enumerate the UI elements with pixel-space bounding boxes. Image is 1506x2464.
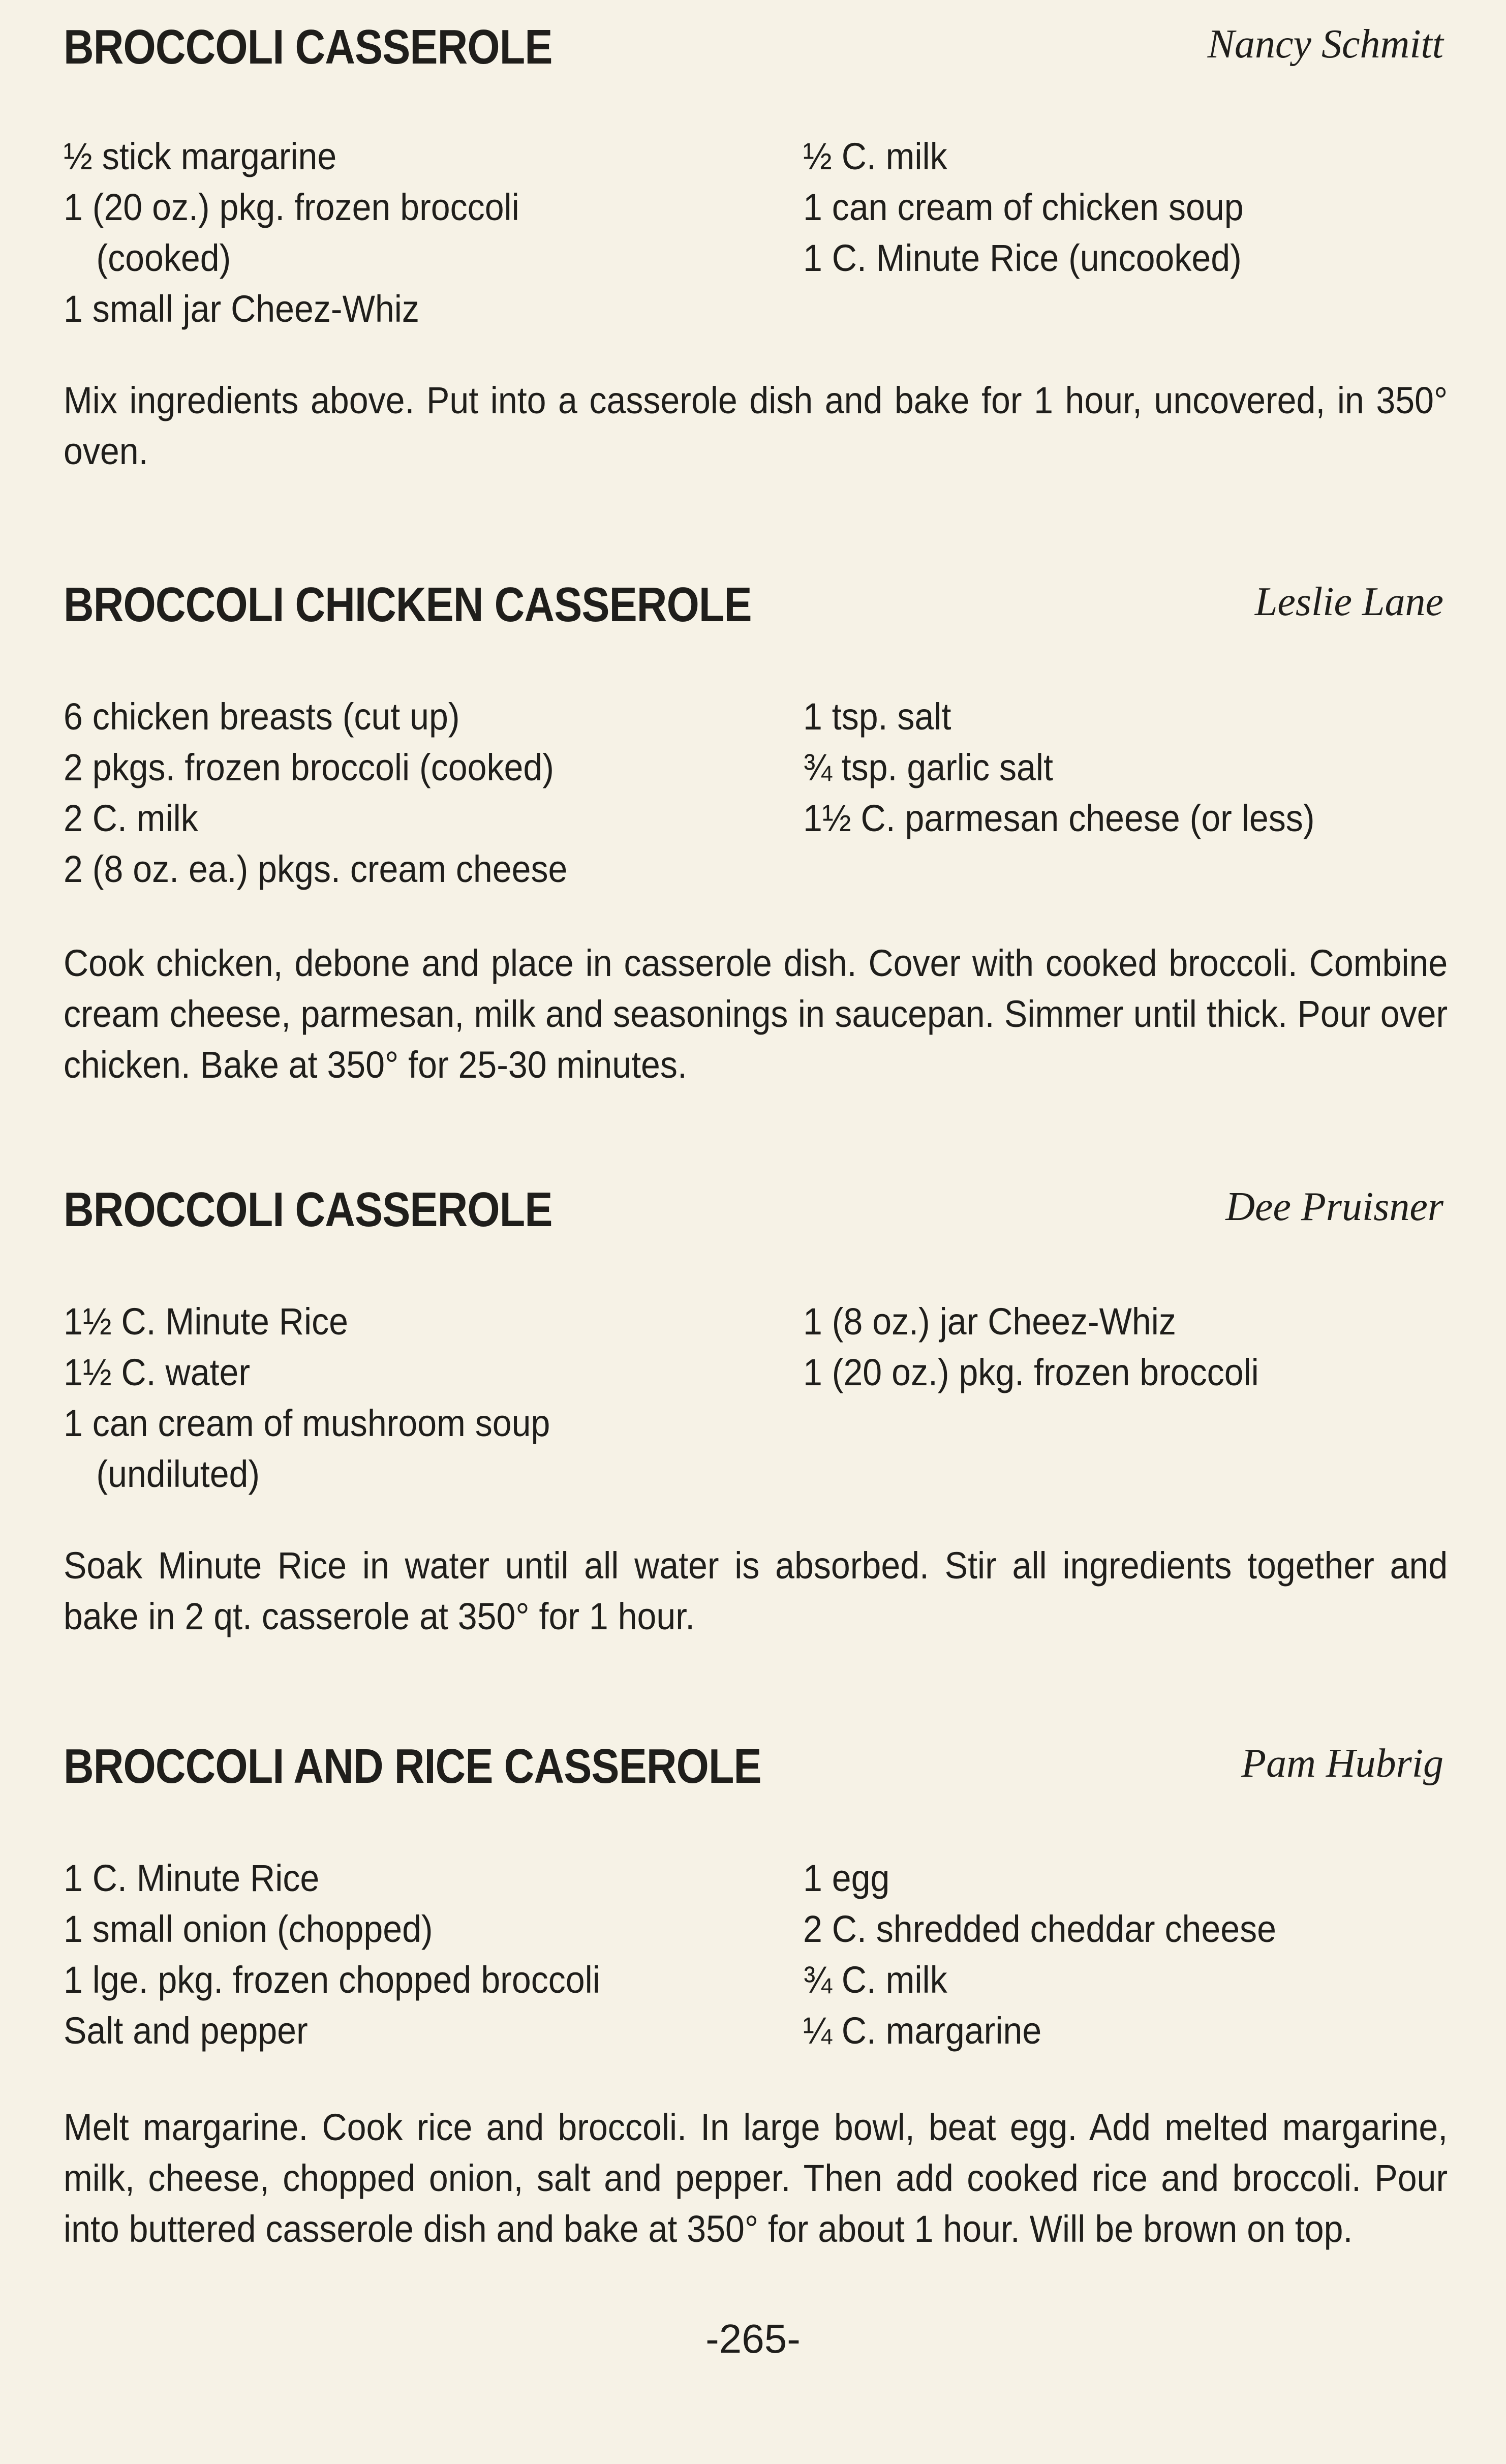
recipe-header [64,577,1443,633]
ingredient: ½ stick margarine [64,135,337,177]
ingredient: Salt and pepper [64,2010,308,2052]
ingredient: 1½ C. water [64,1351,251,1393]
ingredient: ¼ C. margarine [803,2010,1042,2052]
recipe-author: Dee Pruisner [1225,1184,1443,1229]
ingredient: ¾ C. milk [803,1959,947,2001]
ingredient: 1 can cream of chicken soup [803,186,1244,228]
recipe-title: BROCCOLI CASSEROLE [64,20,552,74]
recipe-title: BROCCOLI CHICKEN CASSEROLE [64,577,752,632]
ingredient: (undiluted) [96,1453,260,1495]
recipe-author: Leslie Lane [1254,580,1443,624]
ingredient: 2 C. shredded cheddar cheese [803,1908,1277,1950]
ingredient: 2 (8 oz. ea.) pkgs. cream cheese [64,848,568,890]
ingredients-right-column [803,131,1392,334]
recipe-title: BROCCOLI AND RICE CASSEROLE [64,1739,761,1793]
ingredients-left-column [64,1853,744,2056]
recipe-author: Pam Hubrig [1241,1741,1443,1786]
recipe-directions: Mix ingredients above. Put into a casserole dish and bake for 1 hour, uncovered, in 350° oven. [64,379,1448,472]
ingredient: 1 small jar Cheez-Whiz [64,288,419,330]
ingredient: 1 (20 oz.) pkg. frozen broccoli [803,1351,1259,1393]
ingredients-right-column [803,691,1392,895]
recipe-directions: Cook chicken, debone and place in casserole dish. Cover with cooked broccoli. Combine cream cheese, parmesan, milk and seasonings in saucepan. Simmer until thick. Pour over chicken. Bake at 350° for 25-30 minutes. [64,942,1448,1086]
recipe-broccoli-chicken-casserole [64,577,1448,1090]
ingredient: 6 chicken breasts (cut up) [64,695,460,738]
recipe-broccoli-casserole-schmitt [64,19,1448,477]
ingredient: 1 small onion (chopped) [64,1908,433,1950]
ingredient: (cooked) [96,237,231,279]
recipe-directions: Melt margarine. Cook rice and broccoli. In large bowl, beat egg. Add melted margarine, milk, cheese, chopped onion, salt and pepper. Then add cooked rice and broccoli. Pour into buttered casserole dish and bake at 350° for about 1 hour. Will be brown on top. [64,2106,1448,2250]
recipe-directions: Soak Minute Rice in water until all water is absorbed. Stir all ingredients together and bake in 2 qt. casserole at 350° for 1 hour. [64,1544,1448,1637]
ingredient: ½ C. milk [803,135,947,177]
ingredient: 1 lge. pkg. frozen chopped broccoli [64,1959,600,2001]
recipe-broccoli-and-rice-casserole [64,1739,1448,2255]
ingredient: 1½ C. parmesan cheese (or less) [803,797,1315,839]
ingredient: 1 tsp. salt [803,695,951,738]
ingredient: 1½ C. Minute Rice [64,1300,349,1343]
ingredient: 2 C. milk [64,797,198,839]
recipe-title: BROCCOLI CASSEROLE [64,1182,552,1237]
ingredient: 1 (20 oz.) pkg. frozen broccoli [64,186,519,228]
recipe-header [64,1739,1443,1794]
ingredient: 1 C. Minute Rice (uncooked) [803,237,1242,279]
ingredient-list [64,1853,1443,2056]
ingredient: 1 egg [803,1857,890,1899]
recipe-header [64,19,1443,75]
ingredient: 1 can cream of mushroom soup [64,1402,550,1444]
ingredient: 1 (8 oz.) jar Cheez-Whiz [803,1300,1176,1343]
ingredient-list [64,131,1443,334]
ingredient: ¾ tsp. garlic salt [803,746,1053,788]
recipe-author: Nancy Schmitt [1207,22,1443,67]
page-number: -265- [705,2316,801,2361]
ingredients-right-column [803,1853,1392,2056]
recipe-header [64,1182,1443,1238]
ingredient-list [64,1296,1443,1500]
ingredients-left-column [64,691,744,895]
ingredient: 1 C. Minute Rice [64,1857,320,1899]
ingredients-left-column [64,1296,744,1500]
ingredients-left-column [64,131,744,334]
ingredients-right-column [803,1296,1392,1500]
recipe-broccoli-casserole-pruisner [64,1182,1448,1642]
ingredient-list [64,691,1443,895]
ingredient: 2 pkgs. frozen broccoli (cooked) [64,746,554,788]
